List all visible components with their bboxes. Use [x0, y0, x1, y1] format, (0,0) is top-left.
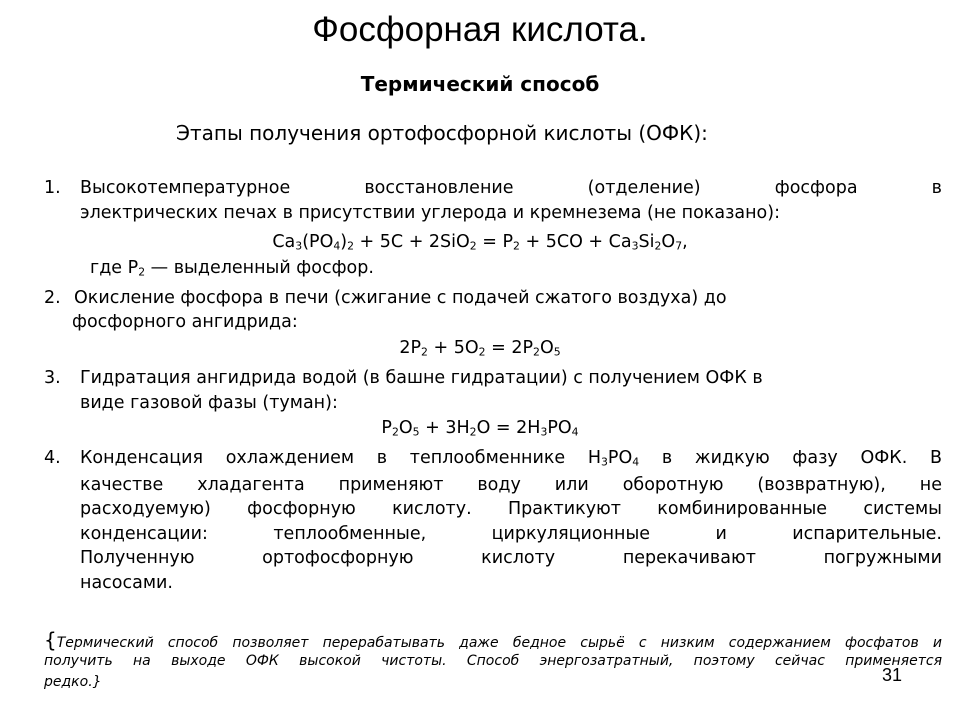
step-2-equation: $2P_2 + 5O_2 = 2P_2O_5$ [399, 338, 561, 359]
step-4-text [80, 446, 942, 595]
step-1-equation: $Ca_3(PO_4)_2 + 5C + 2SiO_2 = P_2 + 5CO + Ca_3Si_2O_7$, [272, 232, 688, 253]
page-number: 31 [881, 665, 902, 685]
step-1-number: 1. [44, 178, 61, 198]
step-4-number: 4. [44, 448, 61, 468]
footnote [44, 630, 942, 693]
step-1-line-1: Высокотемпературное восстановление (отделение) фосфора в [80, 178, 942, 198]
step-3-line-1: Гидратация ангидрида водой (в башне гидратации) с получением ОФК в [80, 368, 763, 388]
step-3-text [80, 366, 942, 415]
step-1-note: где $P_2$ — выделенный фосфор. [90, 258, 374, 279]
step-2-text [74, 286, 936, 311]
step-3-line-2: виде газовой фазы (туман): [80, 392, 338, 413]
step-3-equation: $P_2O_5 + 3H_2O = 2H_3PO_4$ [381, 418, 579, 439]
step-2-line-2: фосфорного ангидрида: [72, 312, 298, 332]
footnote-line-3: редко.} [44, 674, 102, 690]
footnote-line-1-text: Термический способ позволяет перерабатывать даже бедное сырьё с низким содержанием фосфатов и [56, 635, 942, 651]
step-3-number: 3. [44, 368, 61, 388]
footnote-line-2: получить на выходе ОФК высокой чистоты. Способ энергозатратный, поэтому сейчас применяется [44, 653, 942, 669]
step-2-line-1: Окисление фосфора в печи (сжигание с подачей сжатого воздуха) до [74, 288, 727, 308]
step-4-line-1: Конденсация охлаждением в теплообменнике $H_3PO_4$ в жидкую фазу ОФК. В [80, 448, 942, 469]
step-4-line-3: расходуемую) фосфорную кислоту. Практикуют комбинированные системы [80, 499, 942, 519]
step-4-line-5: Полученную ортофосфорную кислоту перекачивают погружными [80, 548, 942, 568]
step-4-line-2: качестве хладагента применяют воду или оборотную (возвратную), не [80, 474, 942, 495]
step-2-number: 2. [44, 288, 61, 308]
intro-heading: Этапы получения ортофосфорной кислоты (ОФК): [176, 121, 708, 145]
slide-title: Фосфорная кислота. [312, 10, 648, 49]
step-4-line-6: насосами. [80, 572, 173, 593]
step-4-line-4: конденсации: теплообменные, циркуляционные и испарительные. [80, 523, 942, 544]
step-1-line-2: электрических печах в присутствии углерода и кремнезема (не показано): [80, 202, 780, 223]
section-subtitle: Термический способ [360, 72, 600, 96]
step-1-text [80, 176, 942, 225]
footnote-brace: { [44, 628, 57, 652]
footnote-line-1 [44, 630, 942, 651]
